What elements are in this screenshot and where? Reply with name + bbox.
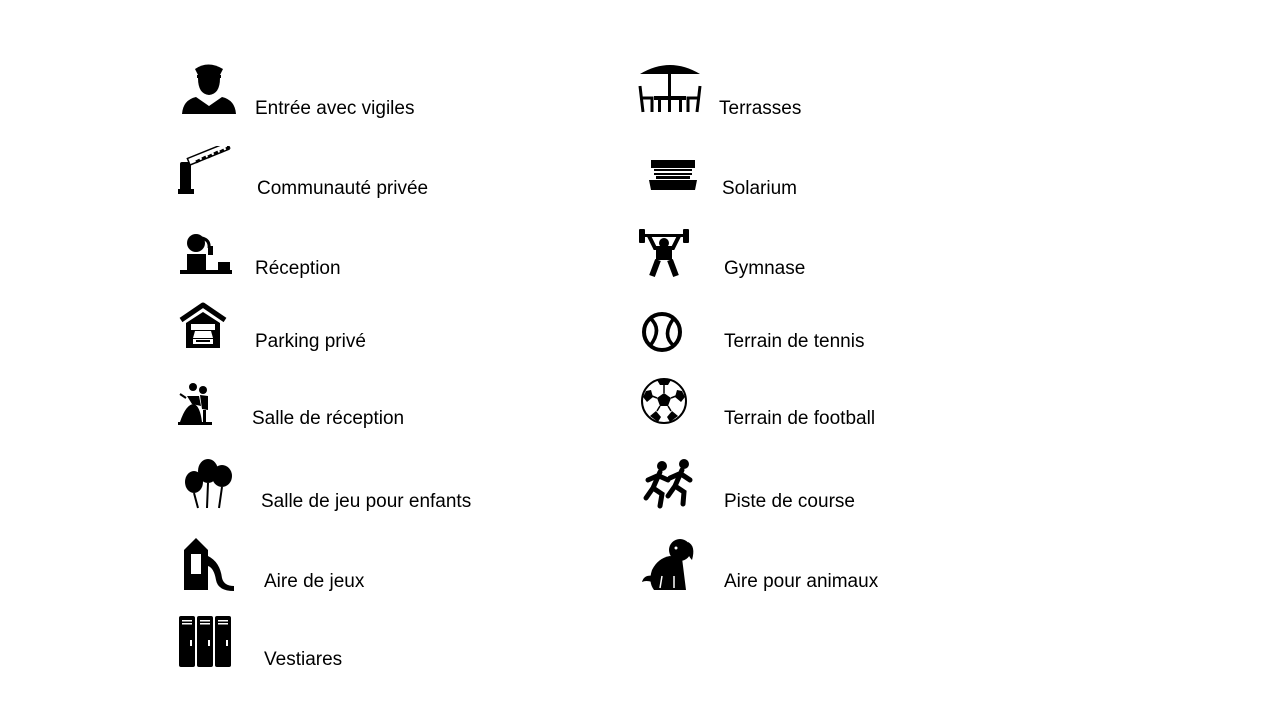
- amenity-label-locker-rooms: Vestiares: [264, 649, 343, 670]
- amenity-label-playground: Aire de jeux: [264, 571, 365, 592]
- dancing-couple-icon: [178, 382, 214, 426]
- tennis-ball-icon: [641, 311, 683, 353]
- amenity-label-kids-playroom: Salle de jeu pour enfants: [261, 491, 472, 512]
- soccer-ball-icon: [640, 377, 688, 425]
- weightlifter-icon: [638, 226, 690, 278]
- lockers-icon: [178, 614, 234, 670]
- amenity-label-tennis-court: Terrain de tennis: [724, 331, 865, 352]
- terrace-umbrella-icon: [638, 58, 702, 114]
- amenity-label-pet-area: Aire pour animaux: [724, 571, 879, 592]
- amenity-label-private-parking: Parking privé: [255, 331, 366, 352]
- reception-desk-icon: [178, 232, 234, 278]
- amenity-label-running-track: Piste de course: [724, 491, 855, 512]
- tanning-bed-icon: [648, 158, 698, 194]
- amenity-label-security-entrance: Entrée avec vigiles: [255, 98, 415, 119]
- playground-slide-icon: [180, 536, 236, 592]
- amenity-label-terraces: Terrasses: [719, 98, 802, 119]
- amenity-label-gym: Gymnase: [724, 258, 806, 279]
- balloons-icon: [182, 458, 236, 510]
- amenity-label-reception: Réception: [255, 258, 341, 279]
- amenity-label-reception-hall: Salle de réception: [252, 408, 405, 429]
- barrier-gate-icon: [178, 146, 234, 196]
- dog-icon: [640, 536, 696, 592]
- garage-icon: [178, 302, 228, 350]
- amenity-label-private-community: Communauté privée: [257, 178, 429, 199]
- amenity-label-football-field: Terrain de football: [724, 408, 876, 429]
- security-guard-icon: [180, 60, 236, 116]
- runners-icon: [640, 458, 696, 510]
- amenity-label-solarium: Solarium: [722, 178, 797, 199]
